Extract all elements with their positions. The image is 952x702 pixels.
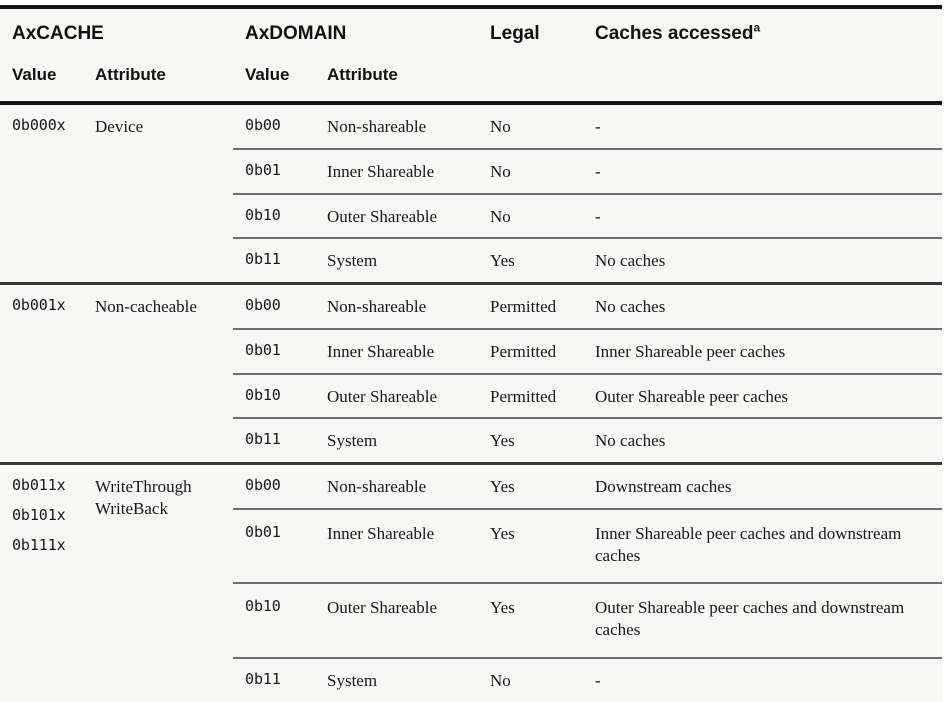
axcache-axdomain-table — [0, 9, 942, 702]
axcache-attribute: Device — [95, 117, 144, 136]
axdomain-attribute: Inner Shareable — [315, 509, 478, 584]
footnote-marker-a: a — [753, 20, 761, 35]
axdomain-value: 0b11 — [233, 418, 315, 463]
caches-accessed-value: - — [583, 658, 942, 702]
axdomain-value: 0b01 — [233, 329, 315, 374]
column-header-axdomain-attribute: Attribute — [315, 57, 478, 103]
caches-accessed-value: No caches — [583, 418, 942, 463]
table-row — [0, 464, 942, 509]
axdomain-attribute: Inner Shareable — [315, 149, 478, 194]
axdomain-value: 0b01 — [233, 509, 315, 584]
axcache-attribute-cell — [83, 284, 233, 464]
axdomain-attribute: Non-shareable — [315, 103, 478, 149]
axcache-attribute: Non-cacheable — [95, 297, 197, 316]
axdomain-value: 0b11 — [233, 658, 315, 702]
column-group-caches-accessed — [583, 9, 942, 57]
axdomain-attribute: Inner Shareable — [315, 329, 478, 374]
axcache-attribute: WriteThrough — [95, 477, 192, 496]
axdomain-value: 0b11 — [233, 238, 315, 283]
axdomain-value: 0b00 — [233, 103, 315, 149]
axdomain-value: 0b01 — [233, 149, 315, 194]
caches-accessed-label: Caches accessed — [595, 23, 754, 44]
axdomain-value: 0b00 — [233, 464, 315, 509]
spec-table-container — [0, 5, 942, 702]
axdomain-attribute: System — [315, 418, 478, 463]
axcache-attribute-cell — [83, 103, 233, 284]
column-header-axdomain-value: Value — [233, 57, 315, 103]
axdomain-value: 0b10 — [233, 194, 315, 239]
axdomain-value: 0b10 — [233, 583, 315, 658]
legal-value: Yes — [478, 238, 583, 283]
legal-value: Permitted — [478, 284, 583, 329]
axdomain-value: 0b00 — [233, 284, 315, 329]
legal-value: Yes — [478, 509, 583, 584]
table-row — [0, 284, 942, 329]
axcache-value-cell — [0, 284, 83, 464]
axdomain-value: 0b10 — [233, 374, 315, 419]
axdomain-attribute: Non-shareable — [315, 464, 478, 509]
caches-accessed-value: No caches — [583, 238, 942, 283]
legal-value: Permitted — [478, 329, 583, 374]
axdomain-attribute: Outer Shareable — [315, 194, 478, 239]
legal-value: No — [478, 103, 583, 149]
legal-value: Permitted — [478, 374, 583, 419]
table-header — [0, 9, 942, 103]
legal-value: Yes — [478, 583, 583, 658]
column-group-axdomain: AxDOMAIN — [233, 9, 478, 57]
caches-accessed-value: No caches — [583, 284, 942, 329]
axdomain-attribute: System — [315, 238, 478, 283]
caches-accessed-value: - — [583, 149, 942, 194]
axcache-value: 0b001x — [12, 296, 66, 314]
column-group-legal: Legal — [478, 9, 583, 57]
axdomain-attribute: Outer Shareable — [315, 374, 478, 419]
table-row — [0, 103, 942, 149]
axdomain-attribute: Non-shareable — [315, 284, 478, 329]
caches-accessed-value: Outer Shareable peer caches and downstream caches — [583, 583, 942, 658]
legal-value: Yes — [478, 418, 583, 463]
legal-value: Yes — [478, 464, 583, 509]
axdomain-attribute: Outer Shareable — [315, 583, 478, 658]
legal-value: No — [478, 194, 583, 239]
caches-accessed-value: Downstream caches — [583, 464, 942, 509]
column-header-axcache-attribute: Attribute — [83, 57, 233, 103]
header-subrow — [0, 57, 942, 103]
legal-value: No — [478, 658, 583, 702]
caches-accessed-value: - — [583, 103, 942, 149]
column-header-axcache-value: Value — [0, 57, 83, 103]
axcache-value-cell — [0, 464, 83, 702]
legal-value: No — [478, 149, 583, 194]
column-header-caches-spacer — [583, 57, 942, 103]
axcache-value-cell — [0, 103, 83, 284]
caches-accessed-value: Outer Shareable peer caches — [583, 374, 942, 419]
axcache-value: 0b011x — [12, 476, 66, 494]
axcache-attribute-cell — [83, 464, 233, 702]
column-header-legal-spacer — [478, 57, 583, 103]
axcache-value: 0b000x — [12, 116, 66, 134]
caches-accessed-value: Inner Shareable peer caches — [583, 329, 942, 374]
table-body — [0, 103, 942, 702]
axdomain-attribute: System — [315, 658, 478, 702]
axcache-attribute: WriteBack — [95, 498, 168, 518]
caches-accessed-value: - — [583, 194, 942, 239]
axcache-value: 0b101x — [12, 506, 66, 525]
column-group-axcache: AxCACHE — [0, 9, 233, 57]
header-group-row — [0, 9, 942, 57]
caches-accessed-value: Inner Shareable peer caches and downstream caches — [583, 509, 942, 584]
axcache-value: 0b111x — [12, 536, 66, 555]
